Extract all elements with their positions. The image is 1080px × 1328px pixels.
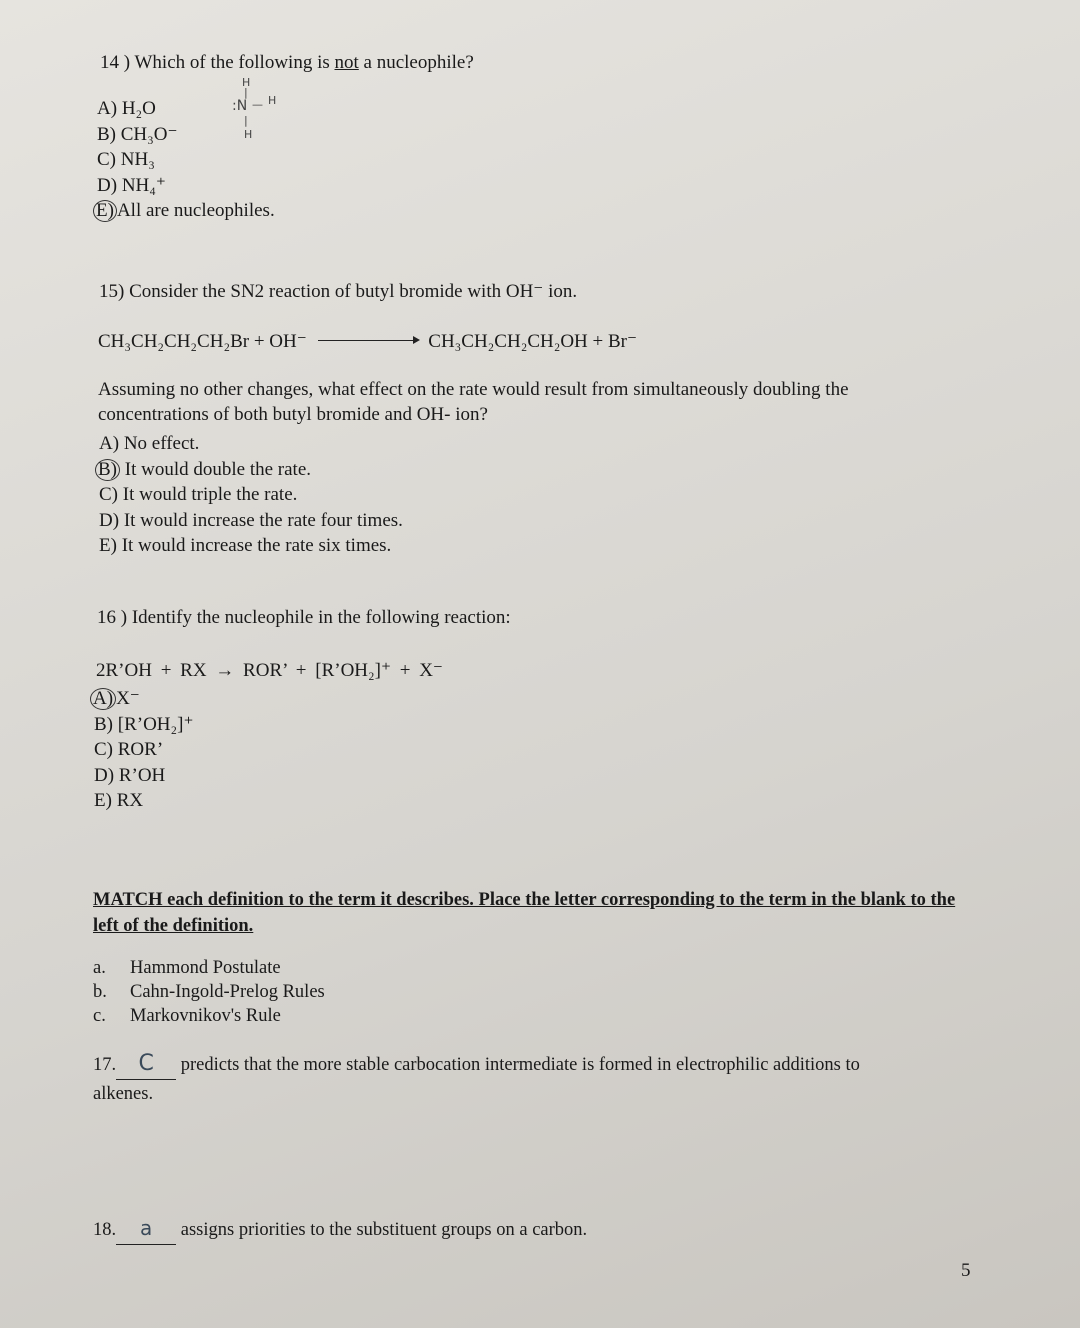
q16-option-a[interactable]: A) X⁻ (94, 686, 194, 712)
q16-option-c[interactable]: C) ROR’ (94, 739, 164, 760)
matching-terms (93, 956, 325, 1028)
answer-blank-18[interactable]: a (116, 1214, 176, 1245)
match-item-17: 17. C predicts that the more stable carbocation intermediate is formed in electrophilic additions to alkenes. (93, 1051, 860, 1104)
term-a: a. Hammond Postulate (93, 958, 281, 978)
q16-option-b[interactable]: B) [R’OH₂]⁺ (94, 713, 194, 735)
q16-option-d[interactable]: D) R’OH (94, 764, 166, 786)
q15-option-c[interactable]: C) It would triple the rate. (99, 484, 298, 505)
q15-option-b[interactable]: B) It would double the rate. (99, 457, 403, 483)
q14-option-e[interactable]: E) All are nucleophiles. (97, 198, 275, 224)
matching-instructions: MATCH each definition to the term it describes. Place the letter corresponding to the term in the blank to the left of the definition. (93, 890, 956, 936)
q15-option-e[interactable]: E) It would increase the rate six times. (99, 535, 392, 556)
q14-options (97, 96, 275, 224)
q14-option-b[interactable]: B) CH₃O⁻ (97, 123, 178, 145)
term-b: b. Cahn-Ingold-Prelog Rules (93, 982, 325, 1002)
answer-circle-icon: B) (95, 459, 120, 481)
nh3-lewis-sketch: H | :N — H | H (232, 76, 277, 141)
answer-blank-17[interactable]: C (116, 1050, 176, 1080)
q15-equation: CH₃CH₂CH₂CH₂Br + OH⁻ CH₃CH₂CH₂CH₂OH + Br⁻ (98, 331, 638, 352)
q16-equation: 2R’OH + RX → ROR’ + [R’OH₂]⁺ + X⁻ (96, 660, 443, 681)
q15-options (99, 431, 403, 559)
match-item-18: 18. a assigns priorities to the substituent groups on a carbon. (93, 1214, 587, 1245)
q14-option-d[interactable]: D) NH₄⁺ (97, 174, 166, 196)
q15-question: Assuming no other changes, what effect on the rate would result from simultaneously doubling the concentrations of both butyl bromide and OH- ion? (98, 379, 849, 425)
answer-circle-icon: A) (90, 688, 116, 710)
q16-prompt: 16 ) Identify the nucleophile in the following reaction: (97, 607, 511, 628)
q15-option-a[interactable]: A) No effect. (99, 433, 200, 454)
answer-circle-icon: E) (93, 200, 117, 222)
q16-options (94, 686, 194, 814)
page-number: 5 (961, 1260, 971, 1281)
reaction-arrow-icon (318, 340, 418, 341)
q14-option-a[interactable]: A) H₂O (97, 98, 156, 119)
q15-option-d[interactable]: D) It would increase the rate four times. (99, 509, 403, 531)
term-c: c. Markovnikov's Rule (93, 1006, 281, 1026)
q15-prompt: 15) Consider the SN2 reaction of butyl bromide with OH⁻ ion. (99, 281, 578, 302)
q14-prompt: 14 ) Which of the following is not a nucleophile? (100, 52, 474, 73)
q16-option-e[interactable]: E) RX (94, 790, 144, 811)
q14-option-c[interactable]: C) NH₃ (97, 149, 155, 170)
